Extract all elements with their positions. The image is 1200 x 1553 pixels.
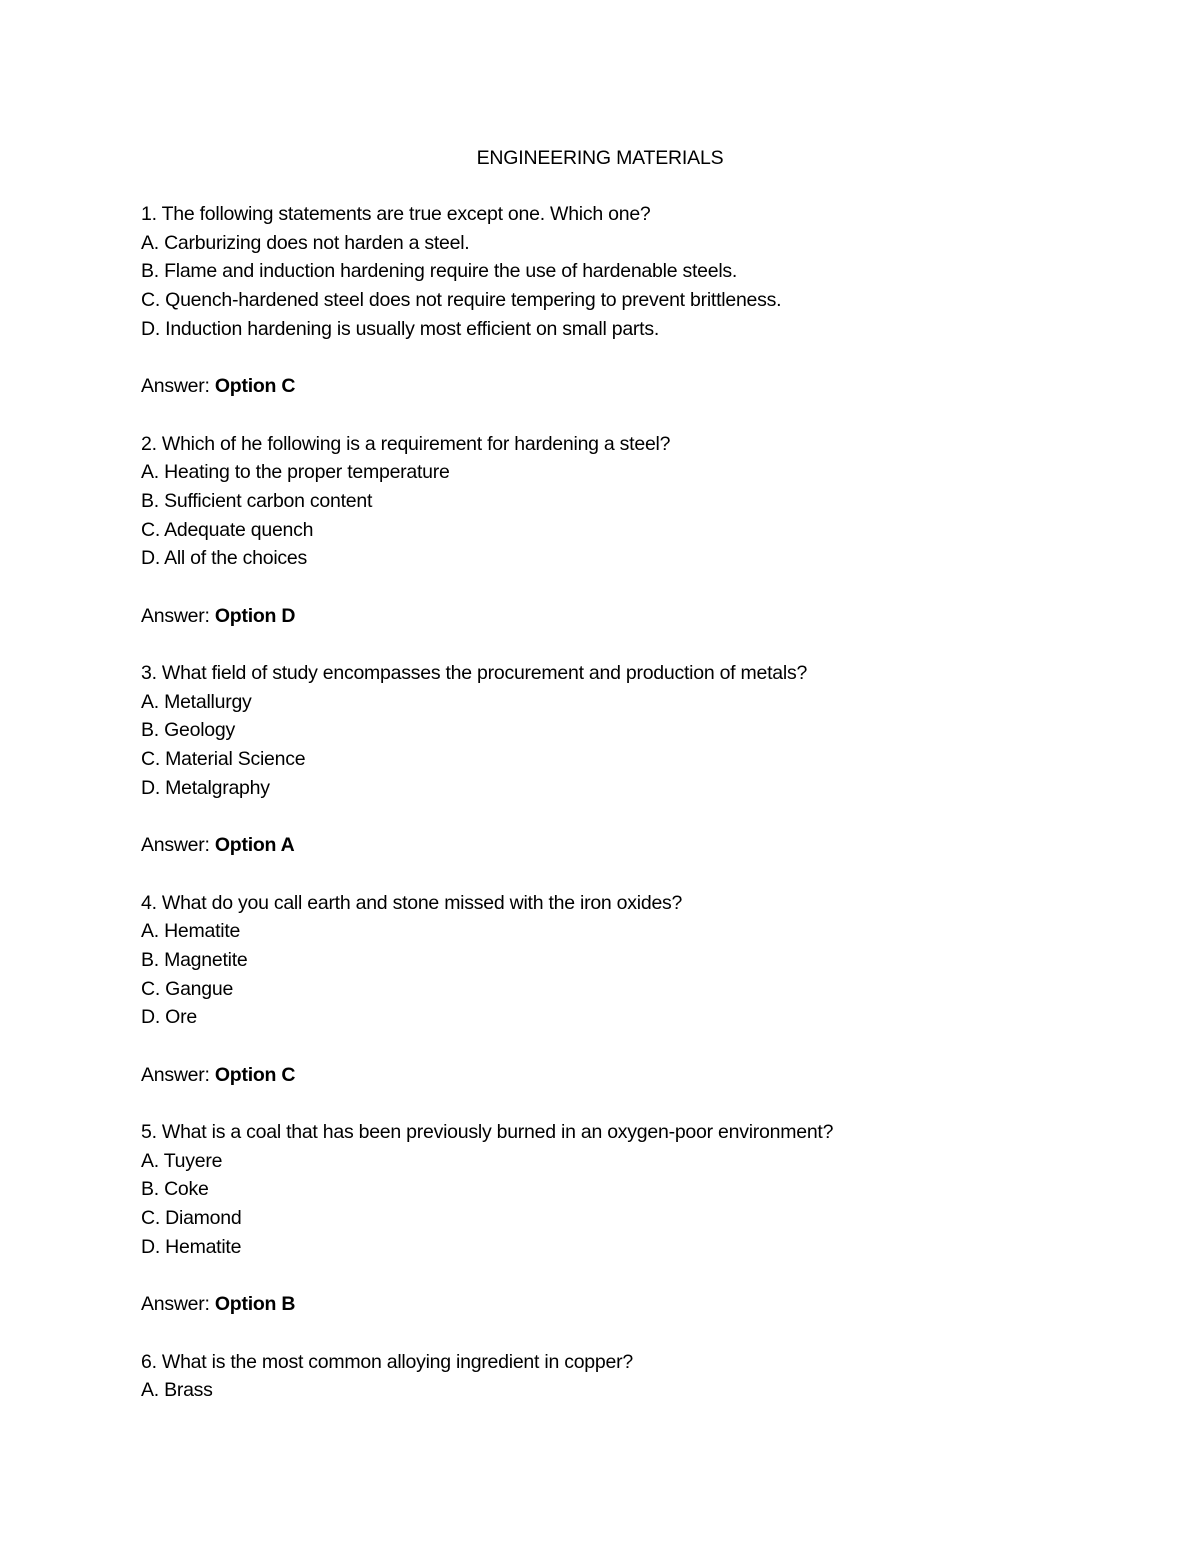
answer-label: Answer: xyxy=(141,375,210,398)
option-d: D. Metalgraphy xyxy=(141,776,270,799)
answer-line xyxy=(141,1290,1101,1319)
option-d: D. Induction hardening is usually most efficient on small parts. xyxy=(141,317,659,340)
option-c: C. Quench-hardened steel does not require tempering to prevent brittleness. xyxy=(141,289,782,312)
option-b: B. Magnetite xyxy=(141,948,248,971)
answer-value: Option B xyxy=(214,1293,296,1316)
question-text: 2. Which of he following is a requirement for hardening a steel? xyxy=(141,432,671,455)
option-d: D. Hematite xyxy=(141,1235,242,1258)
option-a: A. Tuyere xyxy=(141,1149,223,1172)
option-d: D. All of the choices xyxy=(141,547,308,570)
answer-label: Answer: xyxy=(141,604,210,627)
spacer xyxy=(141,802,1101,831)
option-b: B. Coke xyxy=(141,1178,209,1201)
answer-label: Answer: xyxy=(141,834,210,857)
question-block xyxy=(141,1118,1101,1348)
question-text: 1. The following statements are true except one. Which one? xyxy=(141,203,651,225)
question-block xyxy=(141,1348,1101,1405)
answer-line xyxy=(141,372,1101,401)
option-b: B. Geology xyxy=(141,719,235,742)
option-a: A. Hematite xyxy=(141,920,241,943)
question-block xyxy=(141,200,1101,430)
question-block xyxy=(141,659,1101,889)
question-block xyxy=(141,430,1101,660)
spacer xyxy=(141,573,1101,602)
question-text: 5. What is a coal that has been previously burned in an oxygen-poor environment? xyxy=(141,1121,834,1143)
answer-label: Answer: xyxy=(141,1293,210,1316)
option-c: C. Diamond xyxy=(141,1207,242,1230)
spacer xyxy=(141,343,1101,372)
answer-line xyxy=(141,831,1101,860)
answer-line xyxy=(141,1061,1101,1090)
option-c: C. Gangue xyxy=(141,977,234,1000)
spacer xyxy=(141,401,1101,430)
spacer xyxy=(141,630,1101,659)
question-block xyxy=(141,889,1101,1119)
answer-value: Option C xyxy=(214,1063,296,1086)
option-d: D. Ore xyxy=(141,1006,197,1029)
spacer xyxy=(141,1319,1101,1348)
option-b: B. Sufficient carbon content xyxy=(141,489,373,512)
option-a: A. Heating to the proper temperature xyxy=(141,461,450,484)
option-a: A. Carburizing does not harden a steel. xyxy=(141,231,470,254)
question-text: 3. What field of study encompasses the procurement and production of metals? xyxy=(141,662,808,684)
answer-label: Answer: xyxy=(141,1063,210,1086)
spacer xyxy=(141,1032,1101,1061)
option-c: C. Material Science xyxy=(141,748,306,771)
question-text: 4. What do you call earth and stone missed with the iron oxides? xyxy=(141,891,683,914)
option-a: A. Metallurgy xyxy=(141,690,252,713)
option-c: C. Adequate quench xyxy=(141,518,314,541)
answer-value: Option D xyxy=(214,604,296,627)
answer-line xyxy=(141,602,1101,631)
question-text: 6. What is the most common alloying ingredient in copper? xyxy=(141,1350,633,1373)
spacer xyxy=(141,1089,1101,1118)
answer-value: Option A xyxy=(214,834,295,857)
spacer xyxy=(141,1261,1101,1290)
option-a: A. Brass xyxy=(141,1379,213,1402)
document-title: ENGINEERING MATERIALS xyxy=(476,147,724,169)
option-b: B. Flame and induction hardening require the use of hardenable steels. xyxy=(141,260,738,283)
question-list xyxy=(141,200,1101,1405)
spacer xyxy=(141,860,1101,889)
answer-value: Option C xyxy=(214,375,296,398)
